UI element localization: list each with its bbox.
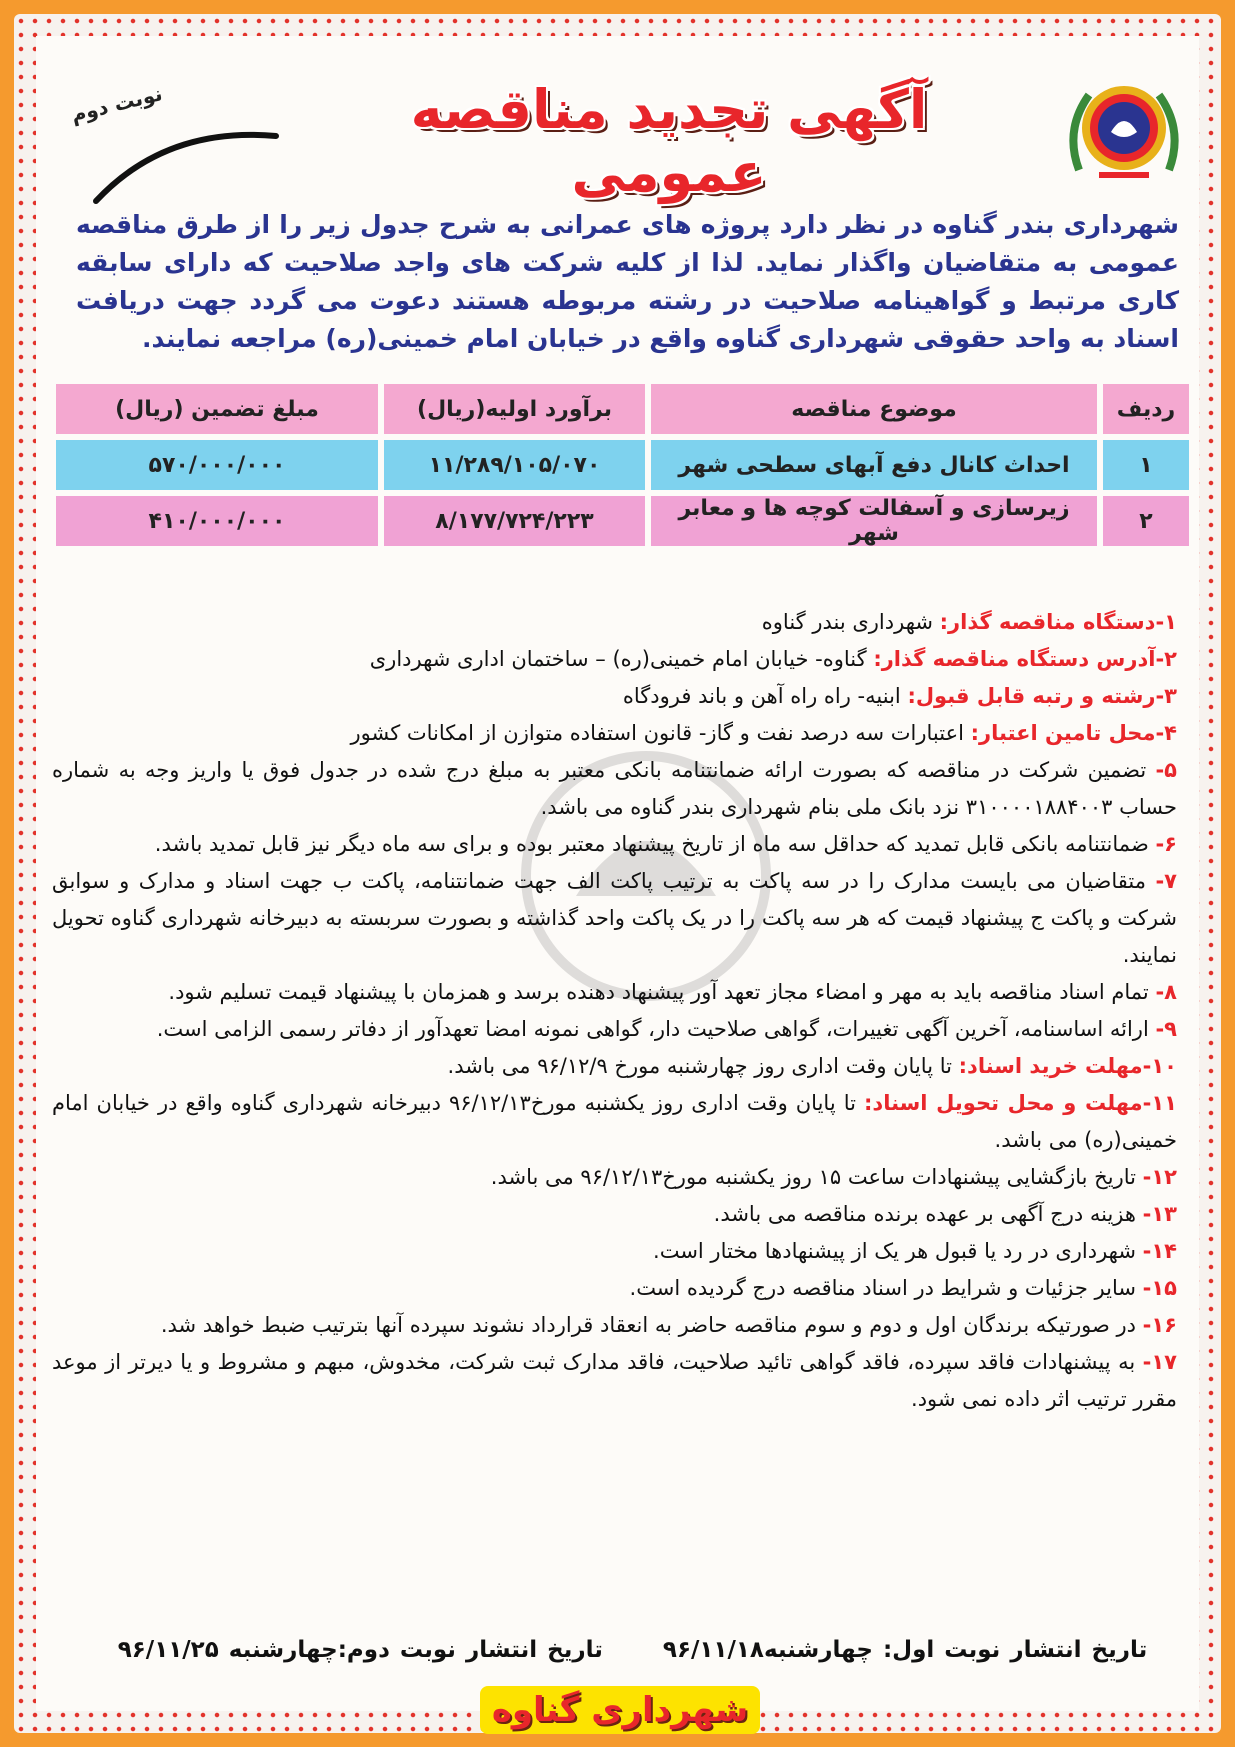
swoosh-icon: [86, 116, 286, 206]
item-number: ۴-: [1155, 721, 1177, 745]
item-number: ۱۴-: [1142, 1239, 1177, 1263]
list-item: [52, 1159, 1177, 1196]
first-publication-date: تاریخ انتشار نوبت اول: چهارشنبه۹۶/۱۱/۱۸: [662, 1637, 1148, 1663]
conditions-list: [52, 604, 1177, 1418]
item-number: ۹-: [1155, 1017, 1177, 1041]
list-item: [52, 1307, 1177, 1344]
table-row: [56, 440, 1189, 490]
table-header-cell: مبلغ تضمین (ریال): [56, 384, 378, 434]
item-text: اعتبارات سه درصد نفت و گاز- قانون استفاده متوازن از امکانات کشور: [350, 721, 971, 745]
table-header-row: [56, 384, 1189, 434]
item-label: محل تامین اعتبار:: [970, 721, 1156, 745]
table-cell: ۲: [1103, 496, 1189, 546]
second-publication-date: تاریخ انتشار نوبت دوم:چهارشنبه ۹۶/۱۱/۲۵: [117, 1637, 603, 1663]
table-row: [56, 496, 1189, 546]
item-text: ضمانتنامه بانکی قابل تمدید که حداقل سه ماه از تاریخ پیشنهاد معتبر بوده و برای سه ماه دیگر نیز قابل تمدید باشد.: [154, 832, 1156, 856]
list-item: [52, 1196, 1177, 1233]
list-item: [52, 641, 1177, 678]
item-number: ۱۶-: [1142, 1313, 1177, 1337]
item-number: ۱۰-: [1142, 1054, 1177, 1078]
table-cell: ۵۷۰/۰۰۰/۰۰۰: [56, 440, 378, 490]
list-item: [52, 1270, 1177, 1307]
item-text: تمام اسناد مناقصه باید به مهر و امضاء مجاز تعهد آور پیشنهاد دهنده برسد و همزمان با پیشنهاد قیمت تسلیم شود.: [168, 980, 1156, 1004]
footer-municipality-name: شهرداری گناوه: [491, 1690, 749, 1730]
item-number: ۱۷-: [1142, 1350, 1177, 1374]
item-text: تا پایان وقت اداری روز یکشنبه مورخ۹۶/۱۲/۱۳ دبیرخانه شهرداری گناوه واقع در خیابان امام خمینی(ره) می باشد.: [52, 1091, 1177, 1152]
item-text: سایر جزئیات و شرایط در اسناد مناقصه درج گردیده است.: [629, 1276, 1143, 1300]
item-label: مهلت خرید اسناد:: [958, 1054, 1143, 1078]
item-text: در صورتیکه برندگان اول و دوم و سوم مناقصه حاضر به انعقاد قرارداد نشوند سپرده آنها بترتیب ضبط خواهد شد.: [160, 1313, 1143, 1337]
item-text: تا پایان وقت اداری روز چهارشنبه مورخ ۹۶/۱۲/۹ می باشد.: [447, 1054, 959, 1078]
table-cell: ۱: [1103, 440, 1189, 490]
item-number: ۳-: [1155, 684, 1177, 708]
table-cell: ۴۱۰/۰۰۰/۰۰۰: [56, 496, 378, 546]
item-text: تضمین شرکت در مناقصه که بصورت ارائه ضمانتنامه بانکی معتبر به مبلغ درج شده در جدول فوق یا واریز وجه به شماره حساب ۳۱۰۰۰۰۱۸۸۴۰۰۳ نزد بانک ملی بنام شهرداری بندر گناوه می باشد.: [52, 758, 1177, 819]
municipality-emblem-icon: [1059, 70, 1189, 190]
list-item: [52, 1085, 1177, 1159]
table-header-cell: ردیف: [1103, 384, 1189, 434]
tender-table: [50, 378, 1195, 552]
header: [36, 56, 1199, 204]
list-item: [52, 604, 1177, 641]
item-number: ۱-: [1155, 610, 1177, 634]
list-item: [52, 715, 1177, 752]
item-number: ۱۵-: [1142, 1276, 1177, 1300]
item-text: شهرداری بندر گناوه: [761, 610, 940, 634]
item-text: متقاضیان می بایست مدارک را در سه پاکت به ترتیب پاکت الف جهت ضمانتنامه، پاکت ب جهت اسناد و مدارک و سوابق شرکت و پاکت ج پیشنهاد قیمت که هر سه پاکت را در یک پاکت واحد گذاشته و بصورت سربسته به دبیرخانه شهرداری گناوه تحویل نمایند.: [52, 869, 1177, 967]
page-title: آگهی تجدید مناقصه عمومی: [410, 78, 928, 204]
item-number: ۷-: [1155, 869, 1177, 893]
table-cell: زیرسازی و آسفالت کوچه ها و معابر شهر: [651, 496, 1097, 546]
item-text: گناوه- خیابان امام خمینی(ره) – ساختمان اداری شهرداری: [369, 647, 874, 671]
item-number: ۵-: [1155, 758, 1177, 782]
item-label: مهلت و محل تحویل اسناد:: [864, 1091, 1143, 1115]
publication-dates: [106, 1637, 1159, 1663]
item-number: ۱۱-: [1142, 1091, 1177, 1115]
list-item: [52, 1048, 1177, 1085]
table-cell: ۸/۱۷۷/۷۲۴/۲۲۳: [384, 496, 645, 546]
table-cell: احداث کانال دفع آبهای سطحی شهر: [651, 440, 1097, 490]
item-label: رشته و رتبه قابل قبول:: [907, 684, 1156, 708]
table-cell: ۱۱/۲۸۹/۱۰۵/۰۷۰: [384, 440, 645, 490]
list-item: [52, 974, 1177, 1011]
item-number: ۱۳-: [1142, 1202, 1177, 1226]
item-label: آدرس دستگاه مناقصه گذار:: [873, 647, 1156, 671]
list-item: [52, 752, 1177, 826]
item-number: ۱۲-: [1142, 1165, 1177, 1189]
list-item: [52, 826, 1177, 863]
item-text: تاریخ بازگشایی پیشنهادات ساعت ۱۵ روز یکشنبه مورخ۹۶/۱۲/۱۳ می باشد.: [490, 1165, 1143, 1189]
list-item: [52, 678, 1177, 715]
footer-banner: [480, 1686, 760, 1734]
item-text: ارائه اساسنامه، آخرین آگهی تغییرات، گواهی صلاحیت دار، گواهی نمونه امضا تعهدآور از دفاتر رسمی الزامی است.: [156, 1017, 1156, 1041]
list-item: [52, 1344, 1177, 1418]
item-label: دستگاه مناقصه گذار:: [939, 610, 1156, 634]
intro-paragraph: شهرداری بندر گناوه در نظر دارد پروژه های عمرانی به شرح جدول زیر را از طرق مناقصه عمومی به متقاضیان واگذار نماید. لذا از کلیه شرکت های واجد صلاحیت که دارای سابقه کاری مرتبط و گواهینامه صلاحیت در رشته مربوطه هستند دعوت می گردد جهت دریافت اسناد به واحد حقوقی شهرداری گناوه واقع در خیابان امام خمینی(ره) مراجعه نمایند.: [76, 210, 1179, 353]
table-header-cell: موضوع مناقصه: [651, 384, 1097, 434]
item-number: ۲-: [1155, 647, 1177, 671]
item-number: ۶-: [1155, 832, 1177, 856]
item-text: شهرداری در رد یا قبول هر یک از پیشنهادها مختار است.: [653, 1239, 1143, 1263]
item-number: ۸-: [1155, 980, 1177, 1004]
list-item: [52, 1011, 1177, 1048]
table-header-cell: برآورد اولیه(ریال): [384, 384, 645, 434]
notice-paper: [36, 36, 1199, 1711]
round-note: نوبت دوم: [68, 81, 165, 127]
item-text: هزینه درج آگهی بر عهده برنده مناقصه می باشد.: [713, 1202, 1143, 1226]
list-item: [52, 1233, 1177, 1270]
item-text: به پیشنهادات فاقد سپرده، فاقد گواهی تائید صلاحیت، فاقد مدارک ثبت شرکت، مخدوش، مبهم و مشروط و یا دیرتر از موعد مقرر ترتیب اثر داده نمی شود.: [52, 1350, 1177, 1411]
item-text: ابنیه- راه راه آهن و باند فرودگاه: [622, 684, 908, 708]
list-item: [52, 863, 1177, 974]
